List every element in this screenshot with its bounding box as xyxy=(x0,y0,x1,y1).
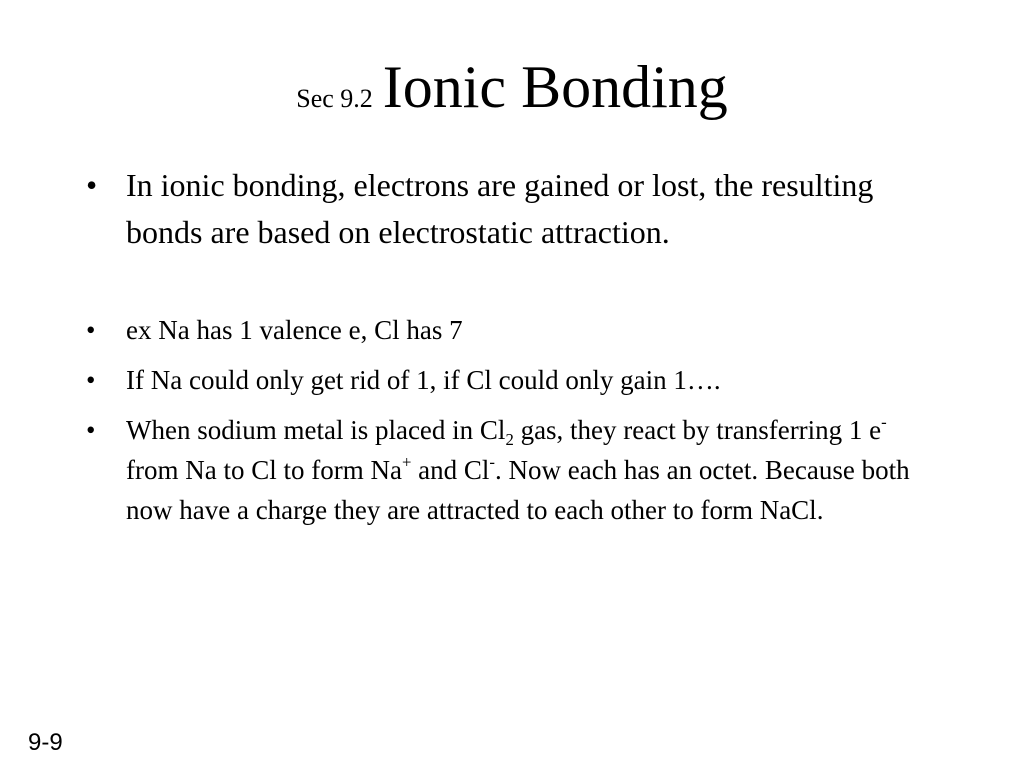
bullet-item-ionic-bonding xyxy=(86,162,936,256)
bullet-list xyxy=(86,162,936,540)
bullet-marker: • xyxy=(86,167,98,203)
bullet-item-valence xyxy=(86,310,936,350)
title-heading: Ionic Bonding xyxy=(382,54,728,120)
bullet-marker: • xyxy=(86,365,96,395)
text-segment: When sodium metal is placed in Cl xyxy=(126,415,506,445)
superscript: + xyxy=(401,452,412,472)
text-segment: gas, they react by transferring 1 e xyxy=(513,415,882,445)
bullet-text: ex Na has 1 valence e, Cl has 7 xyxy=(126,315,463,345)
text-segment: from Na to Cl to form Na xyxy=(126,455,402,485)
bullet-text xyxy=(126,412,910,525)
bullet-marker: • xyxy=(86,415,96,445)
subscript: 2 xyxy=(505,429,514,449)
bullet-text: If Na could only get rid of 1, if Cl could only gain 1…. xyxy=(126,365,721,395)
bullet-marker: • xyxy=(86,315,96,345)
text-segment: and Cl xyxy=(411,455,490,485)
bullet-item-rid xyxy=(86,360,936,400)
bullet-text: In ionic bonding, electrons are gained or lost, the resulting bonds are based on electrostatic attraction. xyxy=(126,167,874,250)
bullet-item-sodium-chlorine xyxy=(86,410,936,530)
superscript: - xyxy=(489,452,495,472)
section-number: Sec 9.2 xyxy=(296,84,373,113)
superscript: - xyxy=(881,412,887,432)
slide-number: 9-9 xyxy=(28,729,63,756)
slide-title xyxy=(0,52,1024,138)
text-segment: . Now each has an octet. Because both now have a charge they are attracted to each other to form NaCl. xyxy=(126,455,910,525)
